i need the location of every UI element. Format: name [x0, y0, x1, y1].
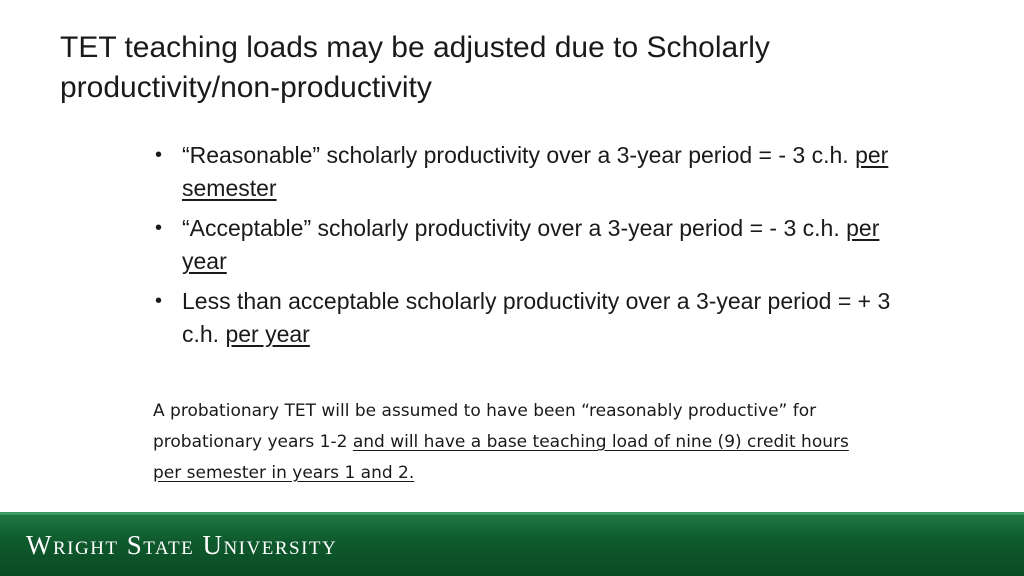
bullet-text: Less than acceptable scholarly productivity over a 3-year period = + 3 c.h. — [182, 288, 891, 347]
bullet-item-acceptable — [155, 212, 895, 278]
bullet-list — [155, 139, 895, 358]
bullet-item-less-than-acceptable — [155, 285, 895, 351]
bullet-text: “Reasonable” scholarly productivity over a 3-year period = - 3 c.h. — [182, 142, 849, 168]
bullet-emphasis: per semester — [182, 142, 889, 201]
note-text: A probationary TET will be assumed to have been “reasonably productive” for probationary years 1-2 — [153, 401, 817, 452]
university-logo: Wright State University — [26, 530, 338, 560]
bullet-text: “Acceptable” scholarly productivity over a 3-year period = - 3 c.h. — [182, 215, 840, 241]
probationary-note — [153, 396, 873, 489]
bullet-emphasis: per year — [182, 215, 880, 274]
slide-title: TET teaching loads may be adjusted due to Scholarly productivity/non-productivity — [60, 31, 770, 104]
note-emphasis: and will have a base teaching load of nine (9) credit hours per semester in years 1 and 2. — [153, 432, 849, 483]
bullet-icon: • — [155, 217, 163, 239]
bullet-item-reasonable — [155, 139, 895, 205]
bullet-icon: • — [155, 144, 163, 166]
bullet-emphasis: per year — [225, 321, 310, 347]
bullet-icon: • — [155, 290, 163, 312]
